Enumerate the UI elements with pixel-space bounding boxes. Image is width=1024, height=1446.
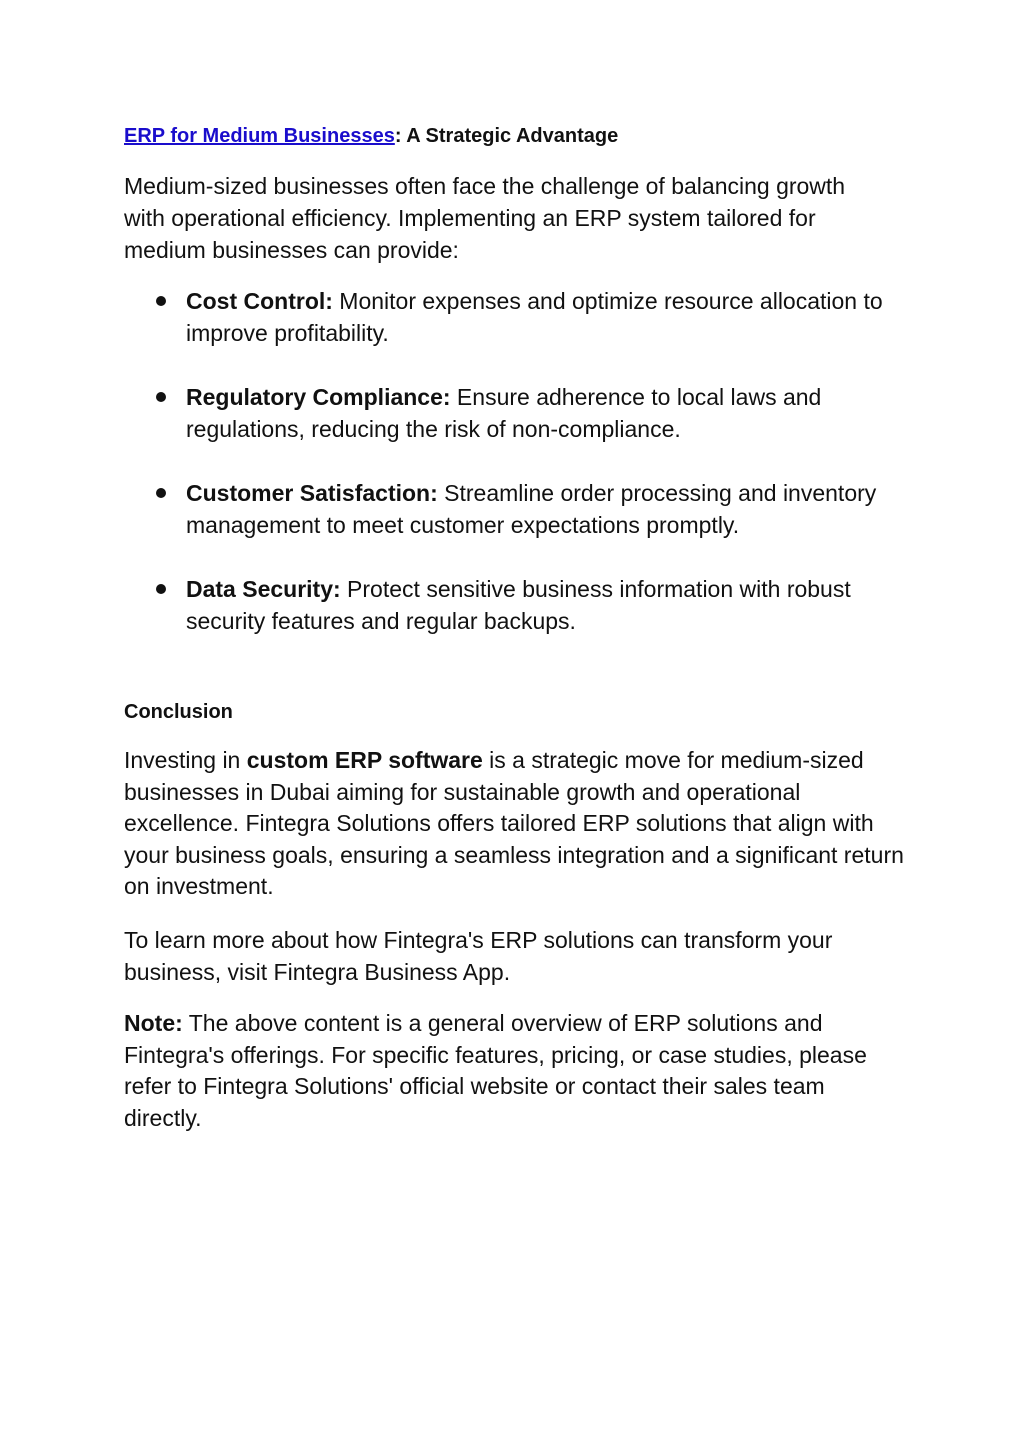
bullet-icon <box>156 296 166 306</box>
custom-erp-software-emphasis: custom ERP software <box>246 747 483 773</box>
list-item <box>124 573 904 637</box>
bullet-term: Cost Control: <box>186 288 333 314</box>
conclusion-text-end: is a strategic move for medium-sized businesses in Dubai aiming for sustainable growth and operational excellence. Fintegra Solutions offers tailored ERP solutions that align with your business goals, ensuring a seamless integration and a significant return on investment. <box>124 747 904 899</box>
conclusion-paragraph <box>124 745 904 903</box>
conclusion-heading: Conclusion <box>124 701 233 723</box>
note-paragraph <box>124 1008 904 1134</box>
bullet-term: Data Security: <box>186 576 341 602</box>
section-heading-rest: : A Strategic Advantage <box>394 125 619 147</box>
list-item <box>124 477 904 541</box>
bullet-text: Protect sensitive business information with robust security features and regular backups. <box>186 576 851 634</box>
bullet-icon <box>156 488 166 498</box>
learn-more-paragraph: To learn more about how Fintegra's ERP solutions can transform your business, visit Fintegra Business App. <box>124 927 833 985</box>
note-label: Note: <box>124 1010 183 1036</box>
benefits-list <box>124 285 904 669</box>
conclusion-text-start: Investing in <box>124 747 247 773</box>
intro-paragraph: Medium-sized businesses often face the challenge of balancing growth with operational efficiency. Implementing an ERP system tailored for medium businesses can provide: <box>124 173 846 263</box>
section-heading <box>124 124 618 148</box>
erp-medium-businesses-link[interactable]: ERP for Medium Businesses <box>124 125 395 147</box>
bullet-icon <box>156 392 166 402</box>
list-item <box>124 381 904 445</box>
bullet-text: Streamline order processing and inventory management to meet customer expectations promptly. <box>186 480 877 538</box>
list-item <box>124 285 904 349</box>
note-text: The above content is a general overview of ERP solutions and Fintegra's offerings. For specific features, pricing, or case studies, please refer to Fintegra Solutions' official website or contact their sales team directly. <box>124 1010 867 1131</box>
bullet-text: Monitor expenses and optimize resource allocation to improve profitability. <box>186 288 883 346</box>
bullet-term: Regulatory Compliance: <box>186 384 451 410</box>
bullet-term: Customer Satisfaction: <box>186 480 438 506</box>
bullet-text: Ensure adherence to local laws and regulations, reducing the risk of non-compliance. <box>186 384 822 442</box>
bullet-icon <box>156 584 166 594</box>
